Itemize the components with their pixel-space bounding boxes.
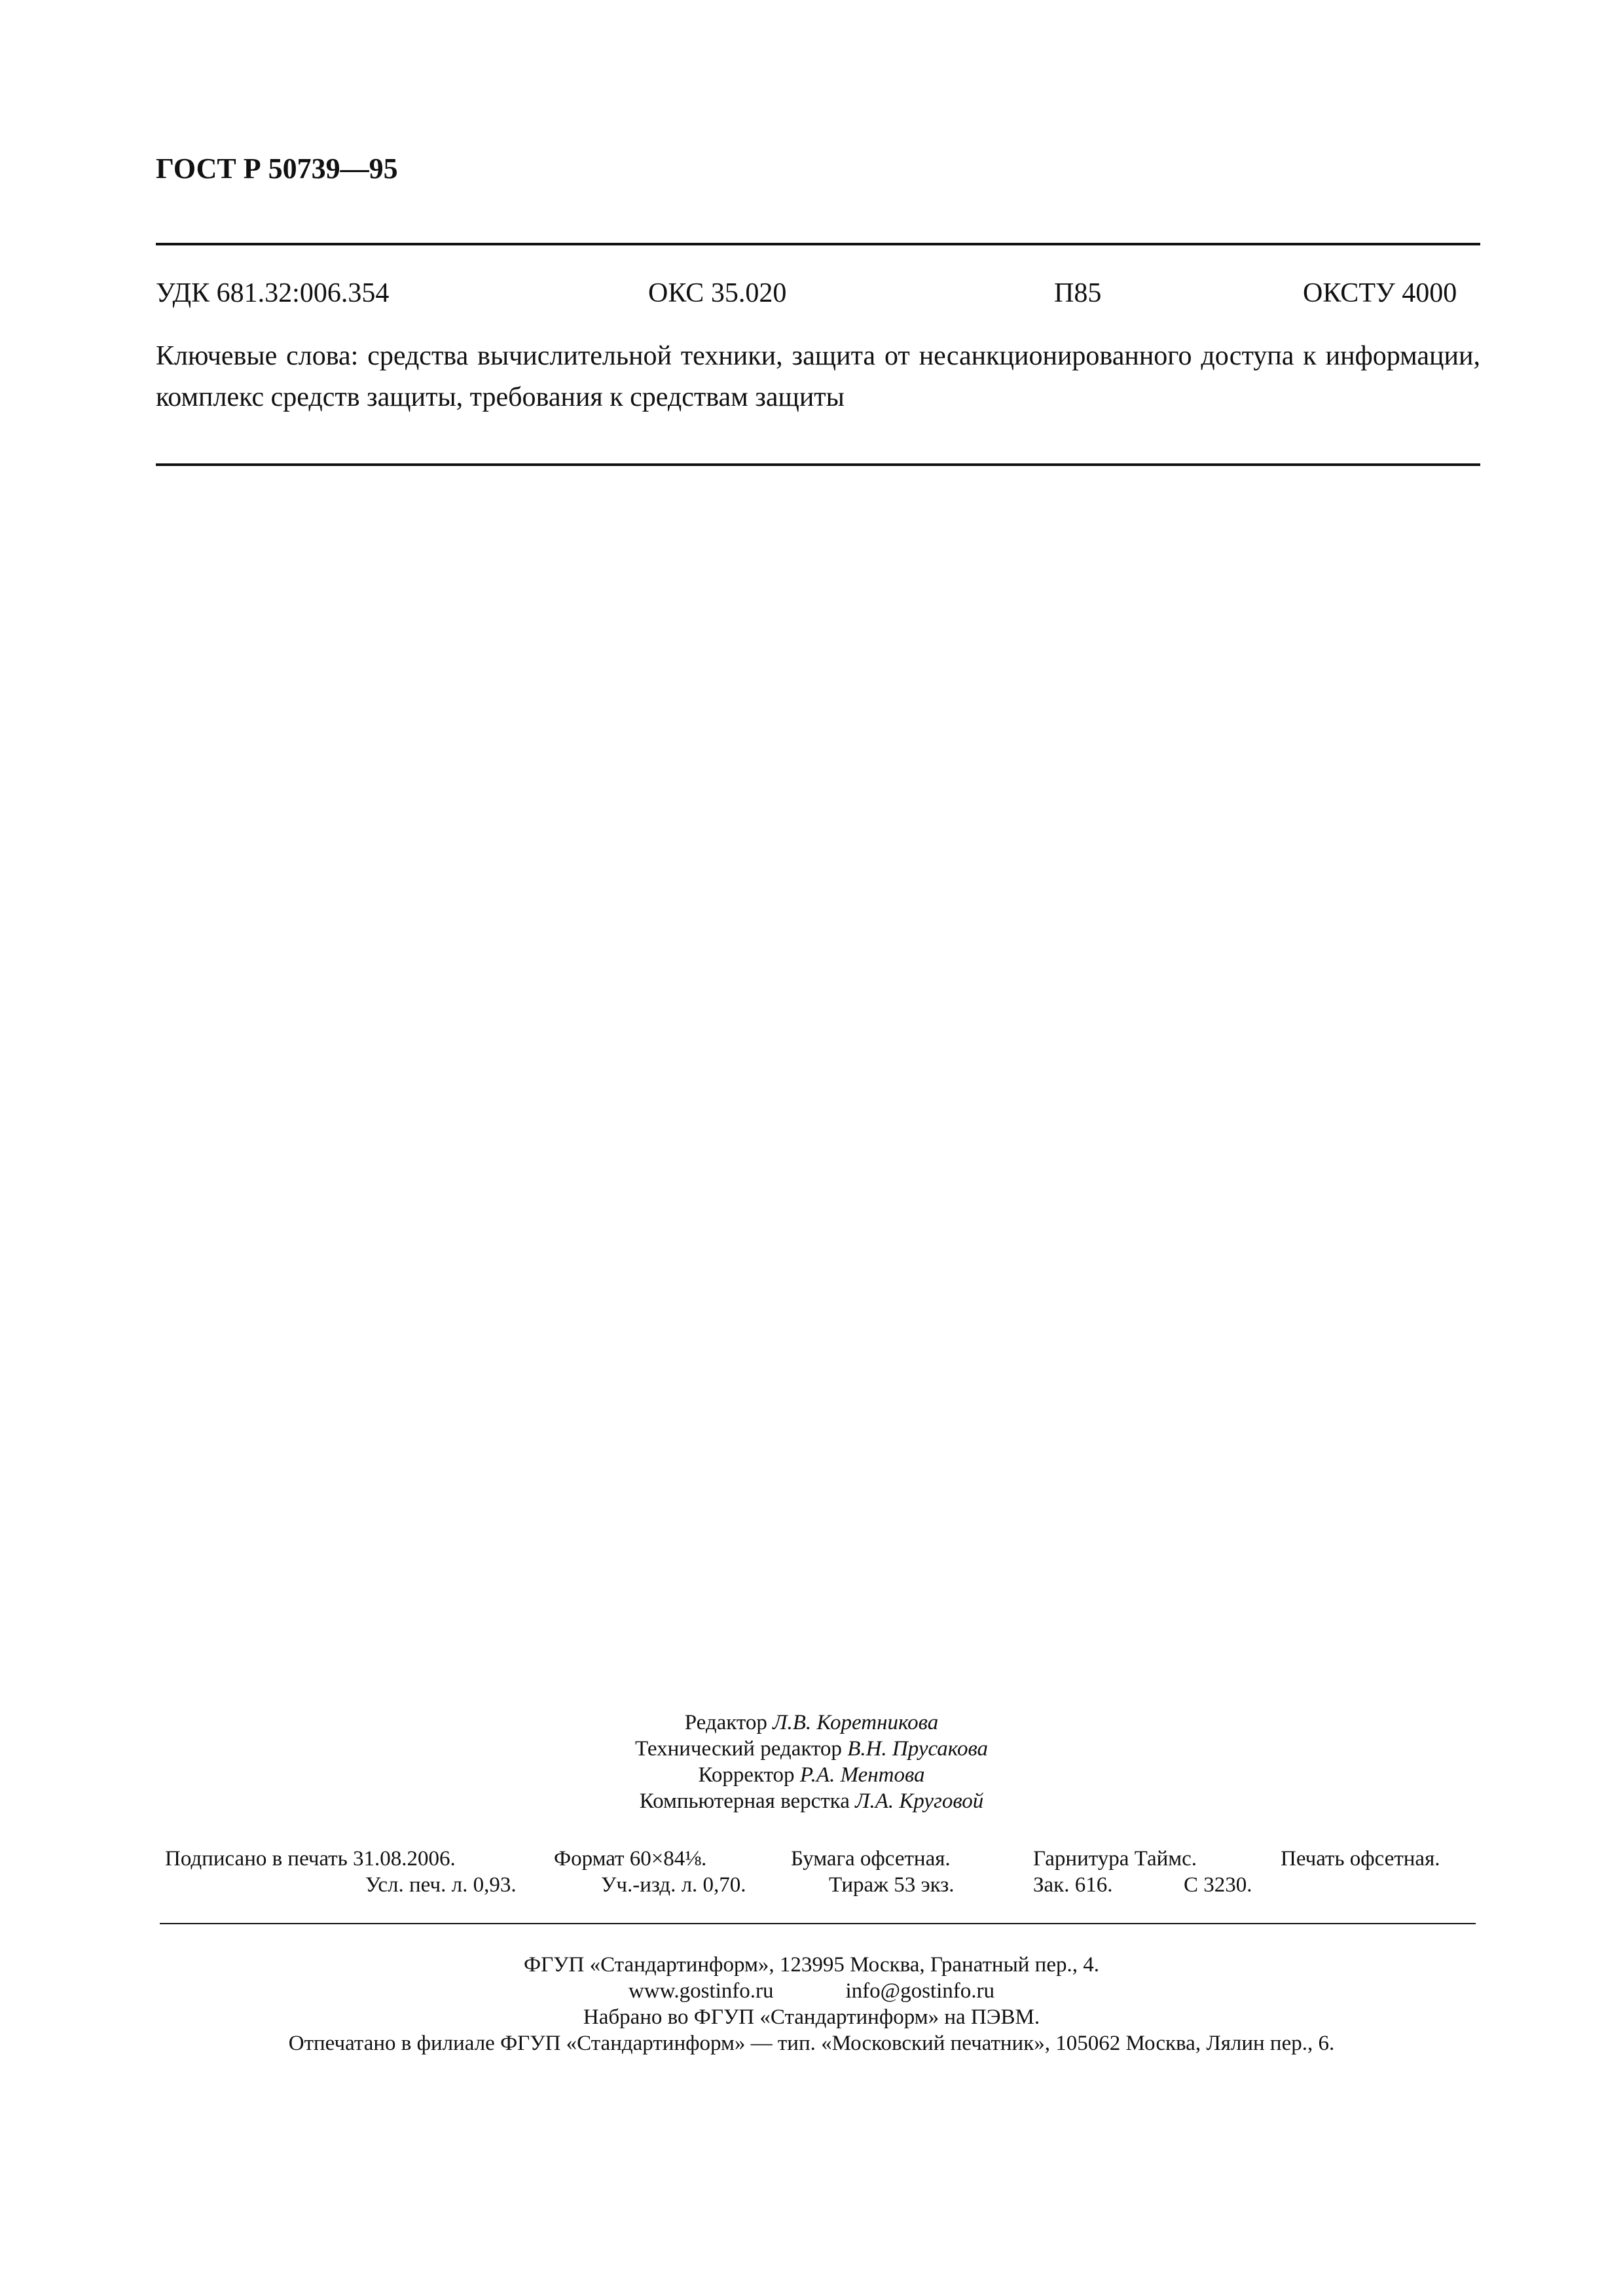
publisher-website: www.gostinfo.ru <box>629 1979 774 2003</box>
publisher-email: info@gostinfo.ru <box>845 1979 994 2003</box>
print-method: Печать офсетная. <box>1281 1847 1440 1871</box>
publisher-address: ФГУП «Стандартинформ», 123995 Москва, Гранатный пер., 4. <box>524 1953 1099 1977</box>
credit-name: Р.А. Ментова <box>799 1763 925 1787</box>
print-typeface: Гарнитура Таймс. <box>1033 1847 1197 1871</box>
top-rule <box>156 243 1480 245</box>
udk-code: УДК 681.32:006.354 <box>156 278 390 308</box>
footer-rule <box>160 1923 1476 1924</box>
credit-layout <box>0 1789 1623 1814</box>
publisher-printed: Отпечатано в филиале ФГУП «Стандартинформ» — тип. «Московский печатник», 105062 Москва, Лялин пер., 6. <box>288 2032 1335 2055</box>
document-code: ГОСТ Р 50739—95 <box>156 152 398 185</box>
okstu-code: ОКСТУ 4000 <box>1303 278 1457 308</box>
credit-name: Л.В. Коретникова <box>773 1711 939 1734</box>
print-paper: Бумага офсетная. <box>791 1847 951 1871</box>
credit-technical-editor <box>0 1737 1623 1761</box>
print-signed: Подписано в печать 31.08.2006. <box>165 1847 456 1871</box>
group-code: П85 <box>1054 278 1102 308</box>
publisher-typeset: Набрано во ФГУП «Стандартинформ» на ПЭВМ. <box>583 2005 1040 2029</box>
keywords-text: Ключевые слова: средства вычислительной техники, защита от несанкционированного доступа к информации, комплекс средств защиты, требования к средствам защиты <box>156 341 1480 412</box>
credit-role: Технический редактор <box>634 1737 842 1761</box>
credit-role: Корректор <box>698 1763 795 1787</box>
publisher-contacts <box>0 1979 1623 2003</box>
print-publisher-sheets: Уч.-изд. л. 0,70. <box>601 1873 746 1897</box>
credit-editor <box>0 1711 1623 1735</box>
print-run: Тираж 53 экз. <box>829 1873 955 1897</box>
credit-name: Л.А. Круговой <box>855 1789 984 1813</box>
print-format: Формат 60×84⅛. <box>554 1847 707 1871</box>
credit-name: В.Н. Прусакова <box>847 1737 989 1761</box>
print-code: С 3230. <box>1184 1873 1252 1897</box>
oks-code: ОКС 35.020 <box>648 278 787 308</box>
credit-role: Редактор <box>684 1711 767 1734</box>
bottom-header-rule <box>156 463 1480 466</box>
credit-corrector <box>0 1763 1623 1787</box>
print-sheets: Усл. печ. л. 0,93. <box>365 1873 517 1897</box>
credit-role: Компьютерная верстка <box>639 1789 850 1813</box>
print-order: Зак. 616. <box>1033 1873 1113 1897</box>
